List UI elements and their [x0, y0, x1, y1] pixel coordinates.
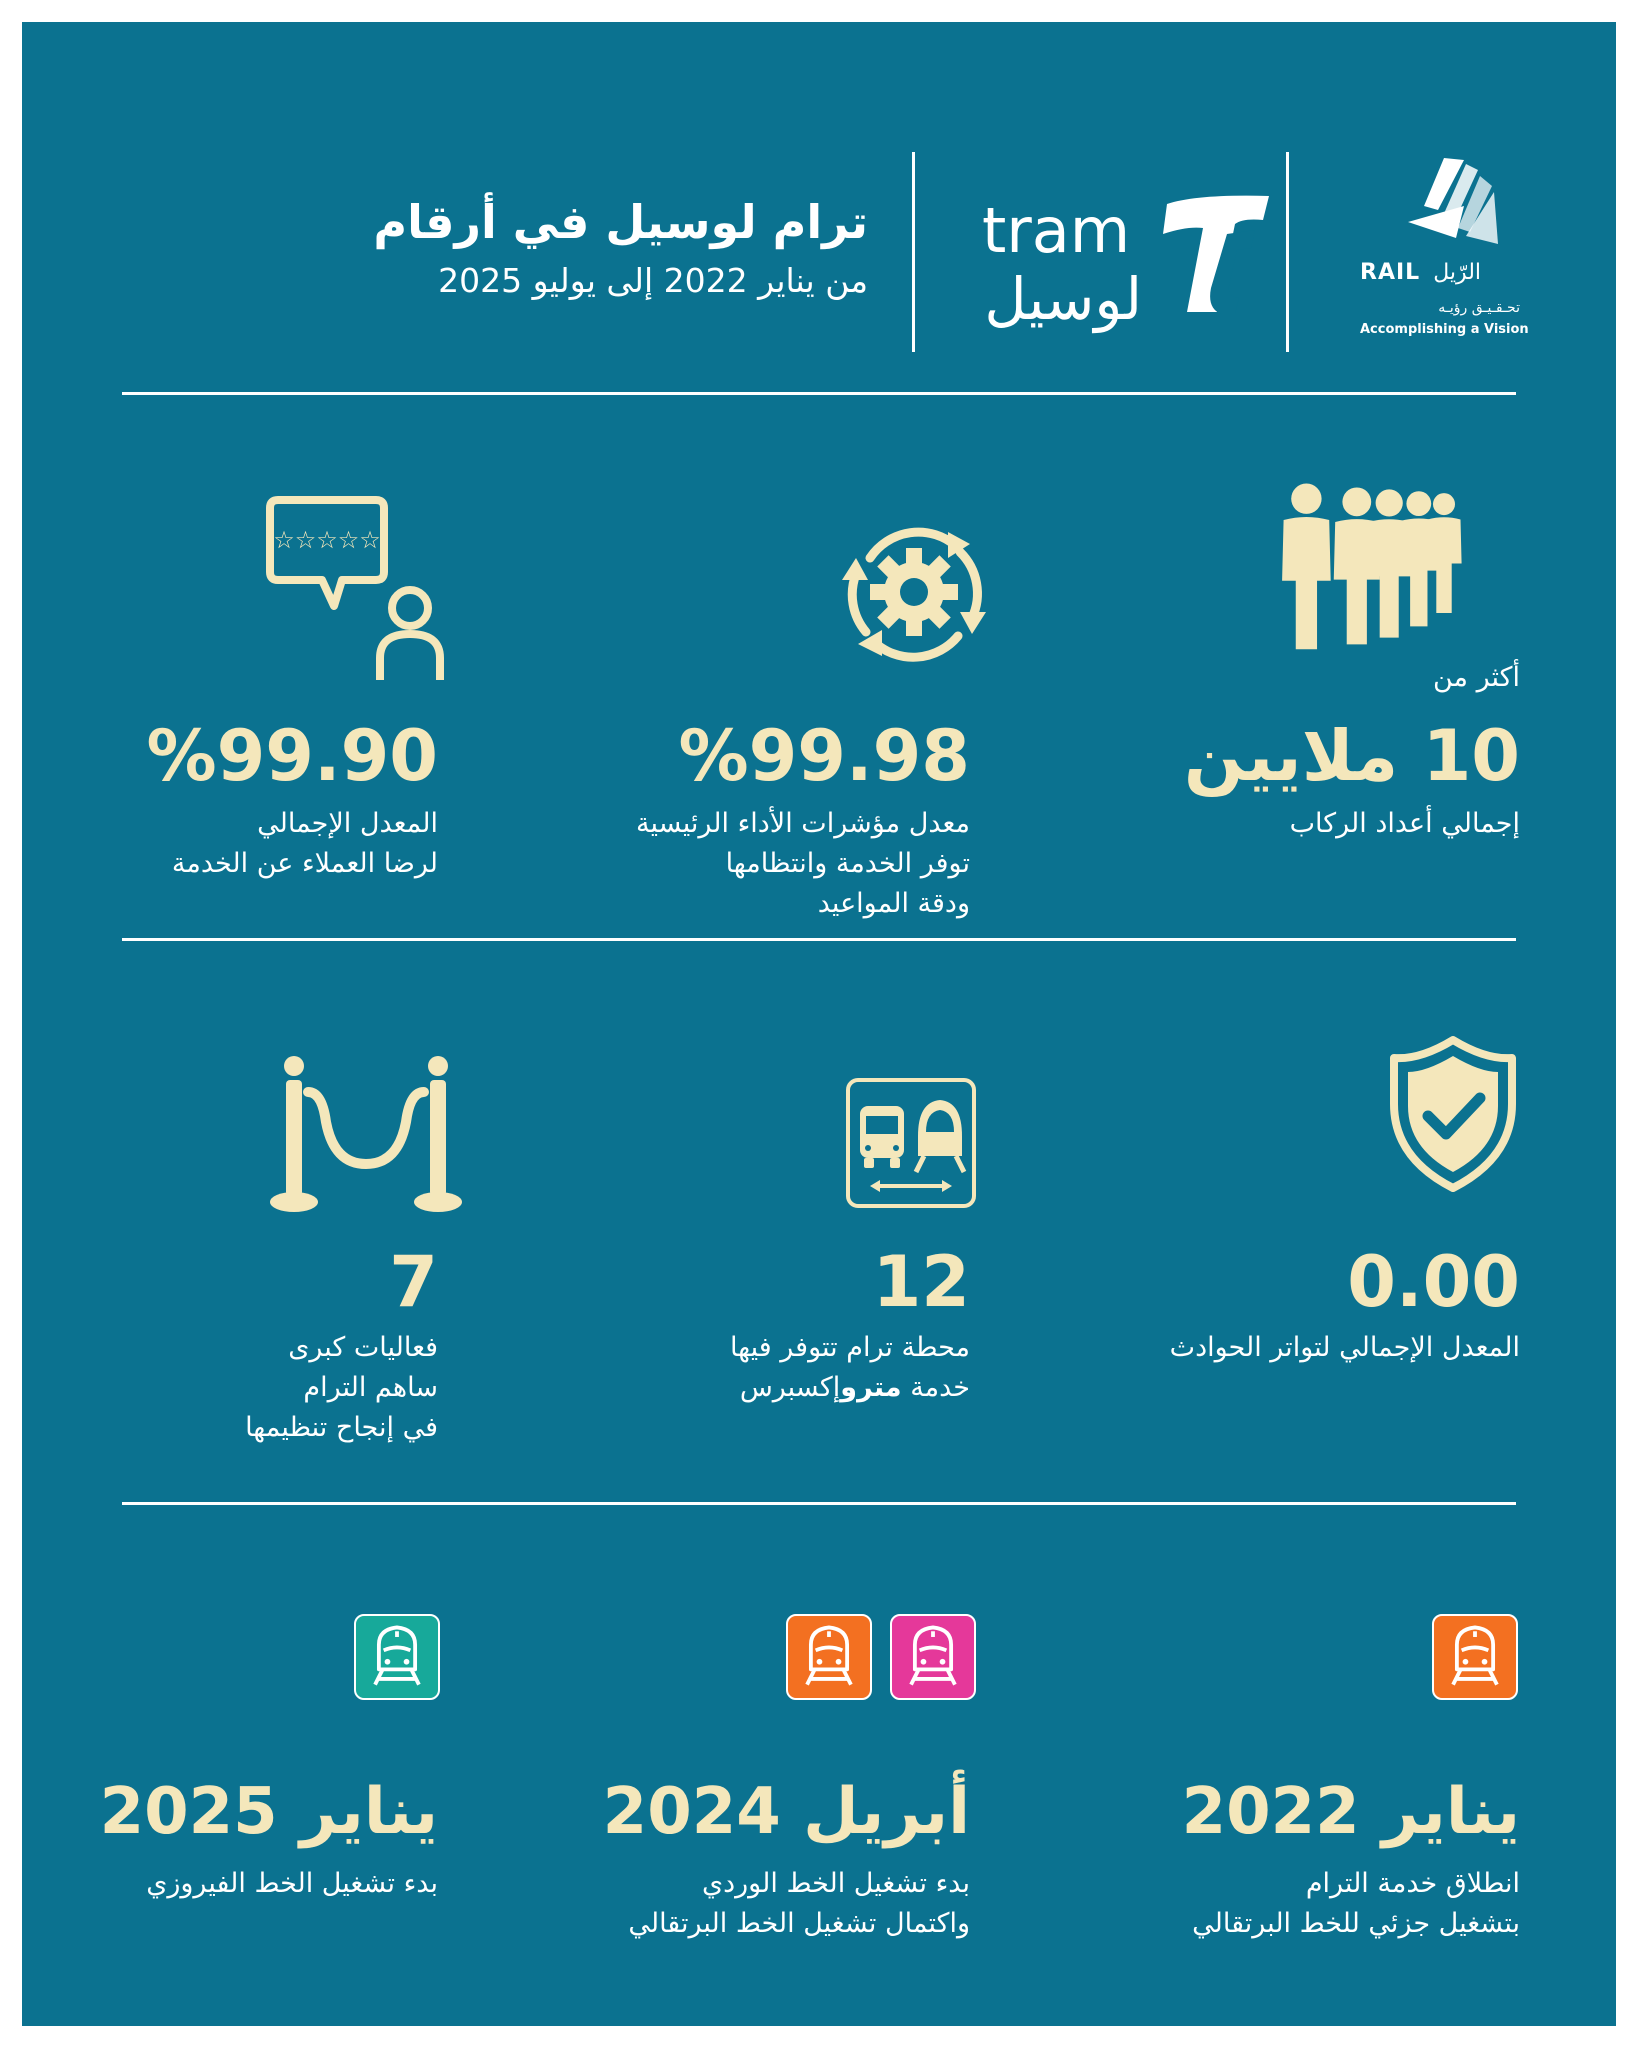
- tram-icon: [892, 1616, 974, 1698]
- tram-t-logo-icon: [1157, 190, 1277, 320]
- page-subtitle: من يناير 2022 إلى يوليو 2025: [438, 261, 868, 300]
- timeline-date-2025: يناير 2025: [99, 1775, 438, 1849]
- page-title: ترام لوسيل في أرقام: [373, 195, 868, 249]
- bottom-strip: [22, 2026, 1616, 2048]
- svg-text:☆☆☆☆☆: ☆☆☆☆☆: [273, 526, 381, 554]
- events-value: 7: [389, 1241, 438, 1323]
- pink-line-tram-tile: [890, 1614, 976, 1700]
- stations-value: 12: [872, 1241, 970, 1323]
- brand-divider: [1286, 152, 1289, 352]
- crowd-icon: [1272, 482, 1488, 652]
- rail-tagline-en: Accomplishing a Vision: [1360, 322, 1529, 337]
- brand-tram-text: tram: [982, 194, 1131, 267]
- infographic-panel: [22, 22, 1616, 2026]
- timeline-2024-line2: واكتمال تشغيل الخط البرتقالي: [628, 1908, 970, 1939]
- bus-tram-transfer-icon: [844, 1076, 978, 1210]
- rail-ar-text: الرّيل: [1433, 260, 1482, 285]
- qatar-rail-emblem-icon: [1394, 152, 1504, 257]
- events-label-line3: في إنجاح تنظيمها: [245, 1412, 438, 1443]
- stanchion-rope-icon: [268, 1052, 464, 1218]
- section-divider-1: [122, 392, 1516, 395]
- tram-icon: [788, 1616, 870, 1698]
- shield-check-icon: [1386, 1034, 1520, 1194]
- section-divider-3: [122, 1502, 1516, 1505]
- header-divider: [912, 152, 915, 352]
- rail-en-text: RAIL: [1360, 260, 1421, 285]
- orange-line-tram-tile: [1432, 1614, 1518, 1700]
- rail-tagline-ar: تحـقـيـق رؤيـه: [1438, 300, 1520, 316]
- satisfaction-label-line1: المعدل الإجمالي: [257, 808, 438, 839]
- passengers-label: إجمالي أعداد الركاب: [1289, 808, 1520, 839]
- satisfaction-label-line2: لرضا العملاء عن الخدمة: [171, 848, 438, 879]
- tram-icon: [356, 1616, 438, 1698]
- stations-label-bold: مترو: [840, 1372, 902, 1403]
- stations-label-line2: [470, 1368, 970, 1408]
- stations-label-pre: خدمة: [901, 1372, 970, 1403]
- turquoise-line-tram-tile: [354, 1614, 440, 1700]
- satisfaction-value: %99.90: [146, 715, 438, 797]
- kpi-label-line3: ودقة المواعيد: [817, 888, 970, 919]
- incidents-label: المعدل الإجمالي لتواتر الحوادث: [1169, 1332, 1520, 1363]
- brand-lusail-text: لوسيل: [984, 265, 1142, 333]
- tram-lusail-logo: [982, 194, 1142, 333]
- section-divider-2: [122, 938, 1516, 941]
- kpi-label-line1: معدل مؤشرات الأداء الرئيسية: [636, 808, 970, 839]
- timeline-date-2024: أبريل 2024: [602, 1775, 970, 1849]
- kpi-label-line2: توفر الخدمة وانتظامها: [725, 848, 970, 879]
- stations-label-post: إكسبرس: [739, 1372, 841, 1403]
- incidents-value: 0.00: [1347, 1241, 1520, 1323]
- events-label-line2: ساهم الترام: [303, 1372, 438, 1403]
- timeline-2024-line1: بدء تشغيل الخط الوردي: [701, 1868, 970, 1899]
- tram-icon: [1434, 1616, 1516, 1698]
- rail-wordmark: [1360, 260, 1520, 285]
- timeline-2022-line1: انطلاق خدمة الترام: [1305, 1868, 1520, 1899]
- passengers-value: 10 ملايين: [1183, 715, 1520, 797]
- gear-cycle-icon: [830, 508, 998, 676]
- timeline-2025-line1: بدء تشغيل الخط الفيروزي: [146, 1868, 438, 1899]
- rating-chat-icon: [264, 494, 464, 686]
- orange-line-tram-tile: [786, 1614, 872, 1700]
- timeline-2022-line2: بتشغيل جزئي للخط البرتقالي: [1192, 1908, 1520, 1939]
- passengers-prefix: أكثر من: [1433, 662, 1520, 693]
- kpi-value: %99.98: [678, 715, 970, 797]
- timeline-date-2022: يناير 2022: [1181, 1775, 1520, 1849]
- events-label-line1: فعاليات كبرى: [288, 1332, 438, 1363]
- stations-label-line1: محطة ترام تتوفر فيها: [729, 1332, 970, 1363]
